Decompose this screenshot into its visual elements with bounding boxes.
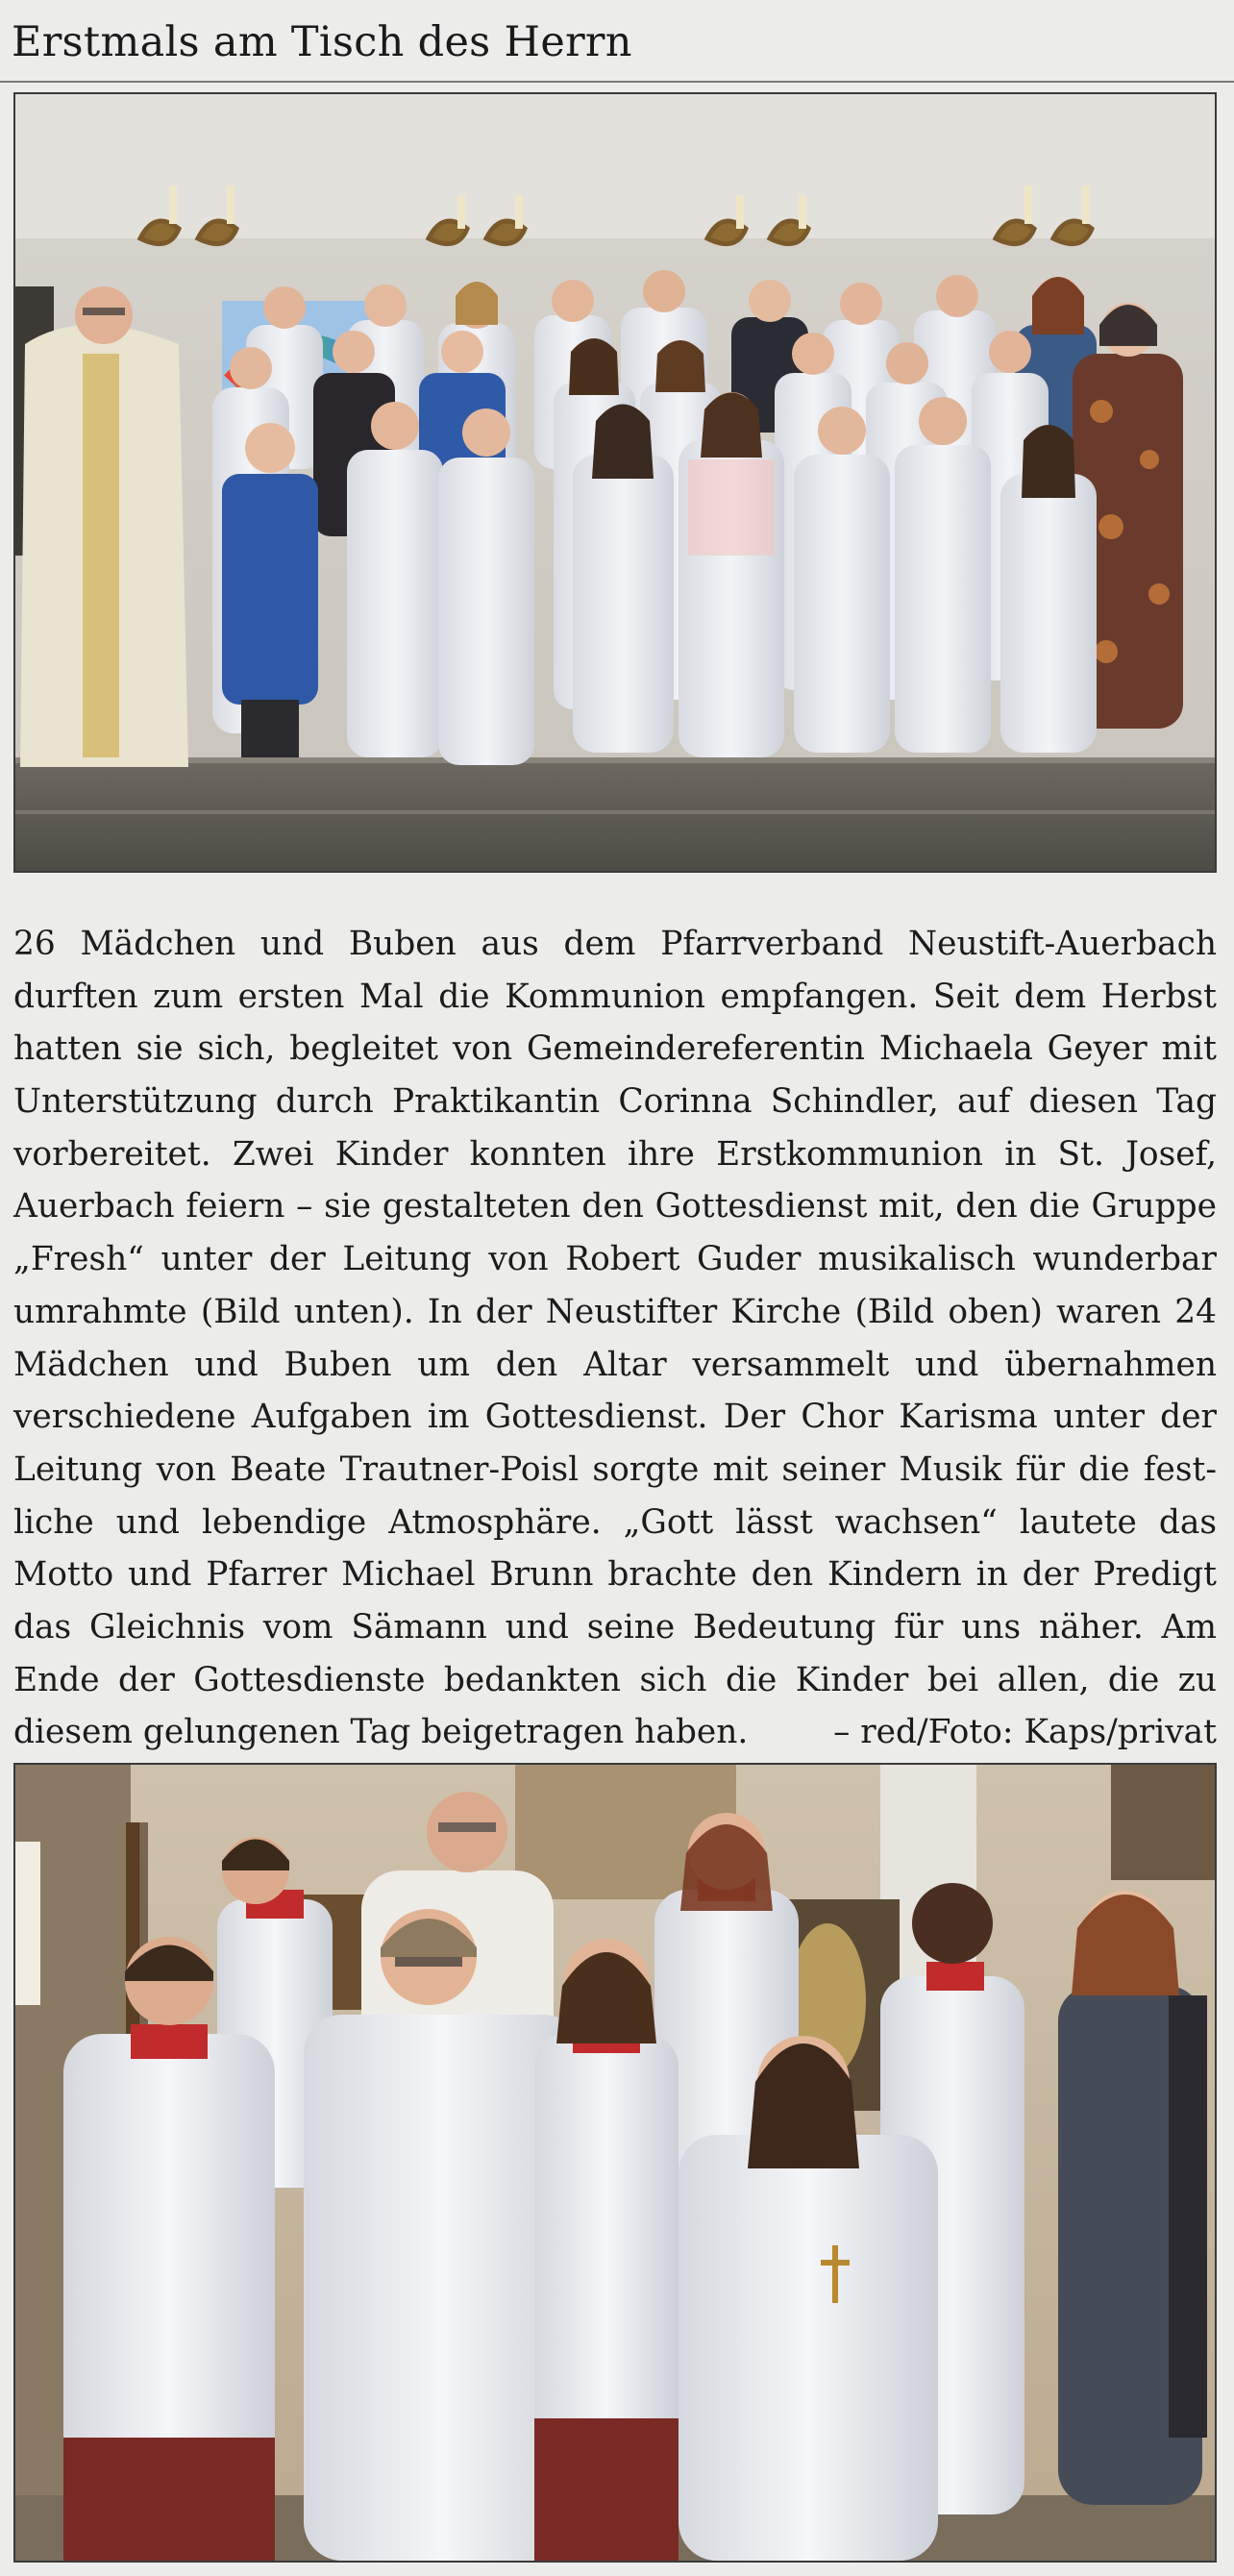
body-line: verschiedene Aufgaben im Gottesdienst. Der Chor Karisma unter der [13, 1398, 1217, 1437]
body-line: Unterstützung durch Praktikantin Corinna Schindler, auf diesen Tag [13, 1082, 1217, 1122]
body-line-final: diesem gelungenen Tag beigetragen haben. [13, 1713, 749, 1752]
body-line: hatten sie sich, begleitet von Gemeindereferentin Michaela Geyer mit [13, 1029, 1217, 1069]
body-line: liche und lebendige Atmosphäre. „Gott lässt wachsen“ lautete das [13, 1502, 1217, 1542]
body-line: durften zum ersten Mal die Kommunion empfangen. Seit dem Herbst [13, 977, 1217, 1016]
body-line: 26 Mädchen und Buben aus dem Pfarrverband Neustift-Auerbach [13, 925, 1217, 963]
body-line: Mädchen und Buben um den Altar versammelt und übernahmen [13, 1345, 1217, 1384]
photo-altar-servers [13, 1763, 1217, 2563]
photo-communion-group [13, 92, 1217, 873]
body-line: das Gleichnis vom Sämann und seine Bedeutung für uns näher. Am [13, 1607, 1217, 1647]
body-line: „Fresh“ unter der Leitung von Robert Guder musikalisch wunderbar [13, 1240, 1217, 1279]
body-line: umrahmte (Bild unten). In der Neustifter Kirche (Bild oben) waren 24 [13, 1292, 1217, 1331]
headline: Erstmals am Tisch des Herrn [12, 18, 632, 66]
body-line: Ende der Gottesdienste bedankten sich die Kinder bei allen, die zu [13, 1660, 1217, 1699]
body-line: Leitung von Beate Trautner-Poisl sorgte mit seiner Musik für die fest- [13, 1449, 1217, 1489]
photo-altar-servers-image [15, 1765, 1215, 2561]
body-line: Auerbach feiern – sie gestalteten den Gottesdienst mit, den die Gruppe [13, 1187, 1217, 1226]
body-last-line [13, 1706, 1217, 1759]
photo-communion-group-image [15, 94, 1215, 871]
article-body [13, 918, 1217, 1759]
headline-rule [0, 81, 1234, 83]
photo-credit: – red/Foto: Kaps/privat [833, 1713, 1217, 1752]
body-line: vorbereitet. Zwei Kinder konnten ihre Erstkommunion in St. Josef, [13, 1134, 1217, 1174]
body-line: Motto und Pfarrer Michael Brunn brachte den Kindern in der Predigt [13, 1555, 1217, 1595]
